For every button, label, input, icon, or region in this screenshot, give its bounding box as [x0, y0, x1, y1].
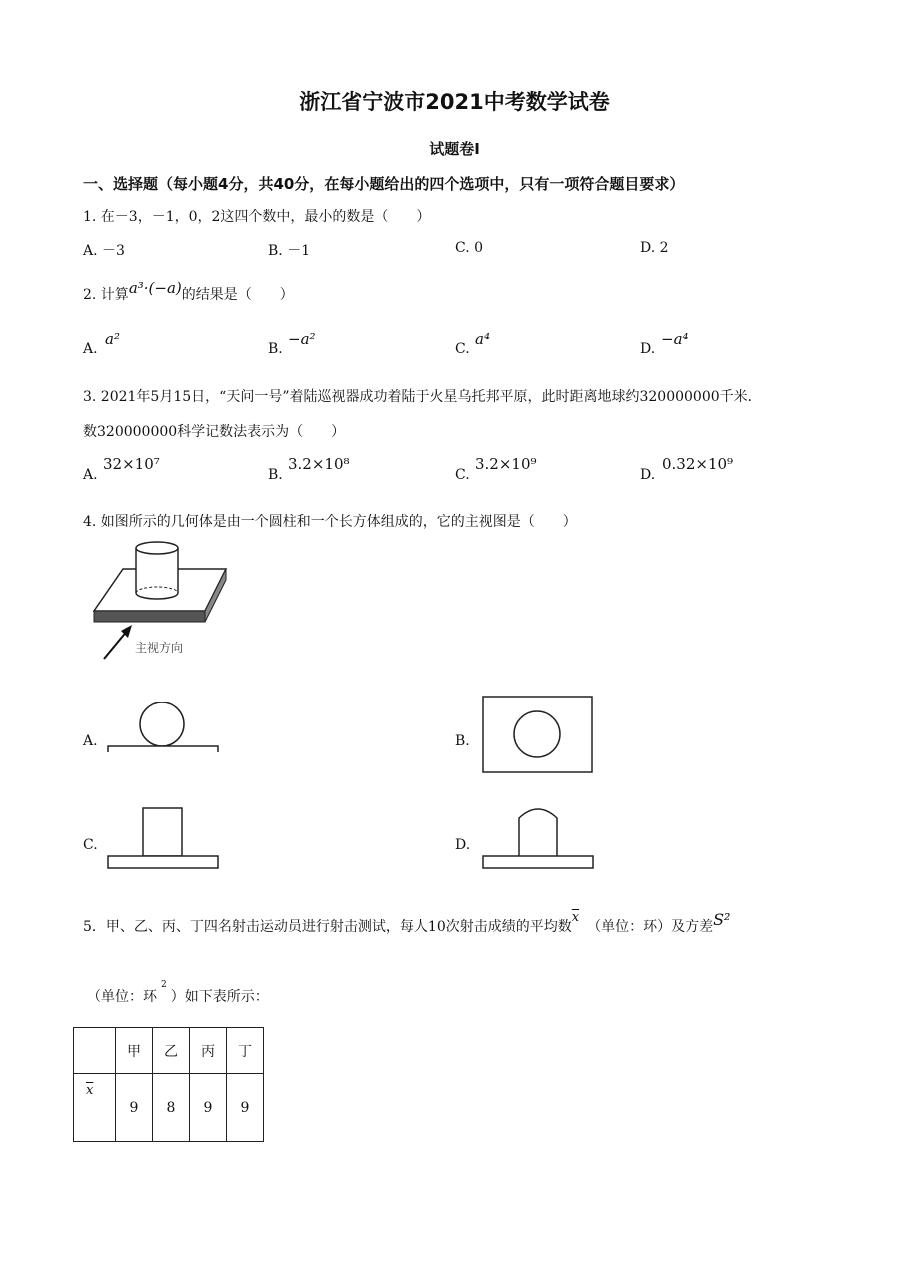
question-3-stem-line2: 数320000000科学记数法表示为（ ） — [83, 424, 346, 440]
table-row-label — [74, 1074, 116, 1142]
results-table — [73, 1027, 264, 1142]
table-header-cell: 丁 — [227, 1028, 264, 1074]
variance-symbol: S² — [713, 910, 731, 929]
q1-option-d: D. 2 — [640, 240, 669, 256]
table-cell: 9 — [116, 1074, 153, 1142]
q2-label-b: B. — [268, 341, 283, 357]
q3-label-c: C. — [455, 467, 470, 483]
q3-option-b: 3.2×10⁸ — [288, 455, 350, 473]
q3-option-c: 3.2×10⁹ — [475, 455, 537, 473]
question-4-stem: 4. 如图所示的几何体是由一个圆柱和一个长方体组成的，它的主视图是（ ） — [83, 514, 577, 530]
table-header-cell: 乙 — [153, 1028, 190, 1074]
paper-subtitle: 试题卷I — [429, 140, 480, 158]
option-d-figure — [481, 804, 597, 872]
q5-stem-mid: （单位：环）及方差 — [587, 919, 714, 935]
section-heading: 一、选择题（每小题4分，共40分，在每小题给出的四个选项中，只有一项符合题目要求） — [83, 175, 685, 193]
table-header-cell — [74, 1028, 116, 1074]
q5-stem-text: 5．甲、乙、丙、丁四名射击运动员进行射击测试，每人10次射击成绩的平均数 — [83, 919, 572, 935]
q2-option-c: a⁴ — [475, 330, 490, 348]
table-row — [74, 1074, 264, 1142]
q4-label-d: D. — [455, 837, 471, 853]
exam-title: 浙江省宁波市2021中考数学试卷 — [299, 90, 610, 114]
question-2-stem — [83, 279, 294, 304]
q2-label-a: A. — [83, 341, 98, 357]
q1-option-b: B. －1 — [268, 243, 311, 259]
mean-symbol: $\overline{x}$ — [571, 910, 580, 925]
q4-label-a: A. — [83, 733, 98, 749]
q2-stem-suffix: 的结果是（ ） — [181, 287, 294, 303]
table-cell: 9 — [190, 1074, 227, 1142]
q3-label-d: D. — [640, 467, 656, 483]
mean-symbol: $\overline{x}$ — [86, 1083, 94, 1098]
q4-label-c: C. — [83, 837, 98, 853]
q3-label-a: A. — [83, 467, 98, 483]
question-5-stem — [83, 910, 731, 936]
question-3-stem-line1: 3. 2021年5月15日，“天问一号”着陆巡视器成功着陆于火星乌托邦平原，此时距离地球约320000000千米． — [83, 389, 762, 405]
solid-figure — [88, 538, 238, 663]
q2-option-b: −a² — [288, 330, 316, 348]
q3-label-b: B. — [268, 467, 283, 483]
table-cell: 9 — [227, 1074, 264, 1142]
q5-unit-text: （单位：环 — [87, 989, 157, 1005]
q2-expression: a³·(−a) — [128, 279, 182, 297]
option-b-figure — [482, 696, 594, 774]
q3-option-d: 0.32×10⁹ — [662, 455, 734, 473]
table-header-row — [74, 1028, 264, 1074]
q5-unit-line — [87, 980, 269, 1006]
view-direction-caption: 主视方向 — [135, 641, 184, 655]
q4-label-b: B. — [455, 733, 470, 749]
table-header-cell: 丙 — [190, 1028, 227, 1074]
q1-option-a: A. －3 — [83, 243, 125, 259]
q2-label-d: D. — [640, 341, 656, 357]
option-a-figure — [100, 702, 230, 752]
q2-stem-prefix: 2. 计算 — [83, 287, 129, 303]
q2-label-c: C. — [455, 341, 470, 357]
table-cell: 8 — [153, 1074, 190, 1142]
q2-option-d: −a⁴ — [661, 330, 689, 348]
q5-unit-sup: 2 — [161, 980, 167, 990]
table-header-cell: 甲 — [116, 1028, 153, 1074]
question-1-stem: 1. 在－3，－1，0，2这四个数中，最小的数是（ ） — [83, 209, 431, 225]
q3-option-a: 32×10⁷ — [103, 455, 160, 473]
q1-option-c: C. 0 — [455, 240, 484, 256]
q2-option-a: a² — [105, 330, 120, 348]
q5-unit-tail: ）如下表所示： — [170, 989, 269, 1005]
option-c-figure — [106, 806, 222, 872]
